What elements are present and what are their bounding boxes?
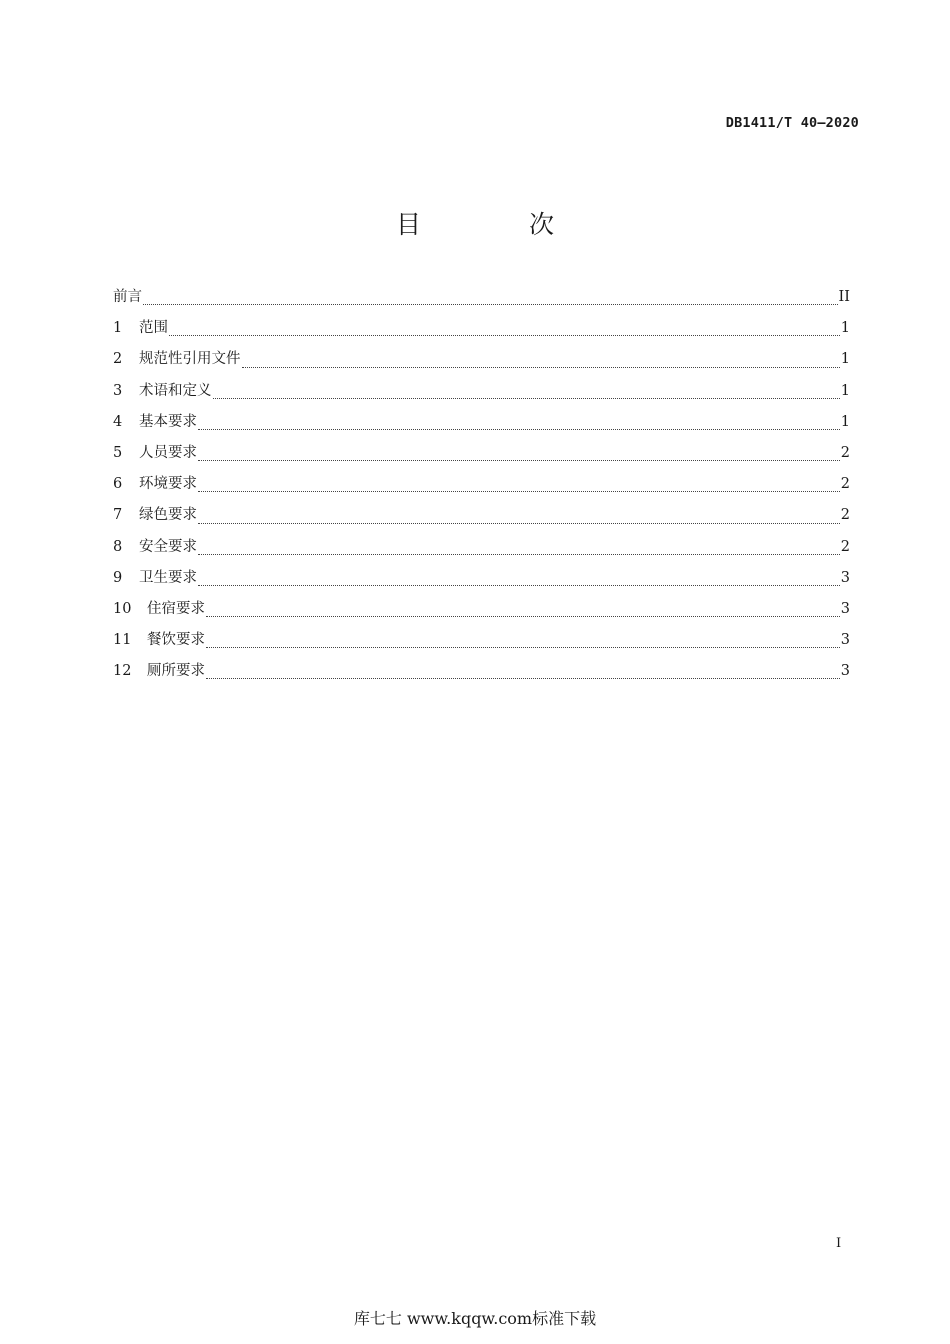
toc-leader-dots [242,367,840,368]
toc-leader-dots [198,429,840,430]
toc-entry-11[interactable] [113,629,850,660]
table-of-contents [113,286,850,691]
toc-entry-2[interactable] [113,348,850,379]
toc-entry-page: 2 [840,444,850,461]
toc-entry-label: 住宿要求 [147,600,205,617]
toc-entry-number: 5 [113,444,123,461]
toc-entry-label: 规范性引用文件 [139,351,241,368]
toc-entry-8[interactable] [113,536,850,567]
toc-entry-3[interactable] [113,380,850,411]
toc-entry-page: 2 [840,538,850,555]
toc-leader-dots [213,398,840,399]
toc-leader-dots [198,460,840,461]
toc-entry-label: 范围 [139,320,168,337]
toc-entry-9[interactable] [113,567,850,598]
toc-entry-number: 2 [113,351,123,368]
toc-entry-page: 1 [840,413,850,430]
toc-leader-dots [143,304,838,305]
toc-entry-label: 基本要求 [139,413,197,430]
toc-entry-label: 餐饮要求 [147,632,205,649]
toc-entry-10[interactable] [113,598,850,629]
toc-entry-6[interactable] [113,473,850,504]
toc-entry-number: 11 [113,632,132,649]
footer-site-text: 库七七 www.kqqw.com标准下载 [353,1309,597,1328]
toc-entry-4[interactable] [113,411,850,442]
toc-leader-dots [198,554,840,555]
toc-entry-page: 1 [840,320,850,337]
toc-entry-label: 卫生要求 [139,569,197,586]
toc-leader-dots [206,616,840,617]
toc-entry-page: 3 [840,569,850,586]
toc-entry-page: II [838,289,850,305]
toc-entry-label: 人员要求 [139,444,197,461]
toc-entry-label: 前言 [113,289,142,305]
toc-leader-dots [169,335,840,336]
toc-entry-page: 3 [840,600,850,617]
toc-leader-dots [198,585,840,586]
toc-entry-page: 1 [840,351,850,368]
toc-entry-page: 3 [840,632,850,649]
page-number: I [836,1236,842,1251]
toc-entry-number: 7 [113,507,123,524]
toc-entry-number: 4 [113,413,123,430]
toc-leader-dots [198,523,840,524]
document-code: DB1411/T 40—2020 [725,115,859,131]
toc-leader-dots [206,647,840,648]
toc-entry-number: 1 [113,320,123,337]
toc-entry-foreword[interactable] [113,286,850,317]
toc-entry-number: 6 [113,476,123,493]
toc-entry-page: 1 [840,382,850,399]
toc-entry-number: 3 [113,382,123,399]
toc-entry-page: 2 [840,507,850,524]
toc-entry-page: 3 [840,663,850,680]
toc-entry-number: 10 [113,600,132,617]
toc-entry-number: 12 [113,663,132,680]
toc-entry-page: 2 [840,476,850,493]
toc-entry-number: 8 [113,538,123,555]
toc-leader-dots [198,491,840,492]
toc-entry-label: 术语和定义 [139,382,212,399]
toc-title: 目 次 [396,210,604,239]
toc-entry-1[interactable] [113,317,850,348]
toc-entry-label: 厕所要求 [147,663,205,680]
toc-entry-label: 安全要求 [139,538,197,555]
toc-entry-7[interactable] [113,504,850,535]
toc-leader-dots [206,678,840,679]
toc-entry-5[interactable] [113,442,850,473]
toc-entry-number: 9 [113,569,123,586]
toc-entry-label: 环境要求 [139,476,197,493]
toc-entry-label: 绿色要求 [139,507,197,524]
toc-entry-12[interactable] [113,660,850,691]
